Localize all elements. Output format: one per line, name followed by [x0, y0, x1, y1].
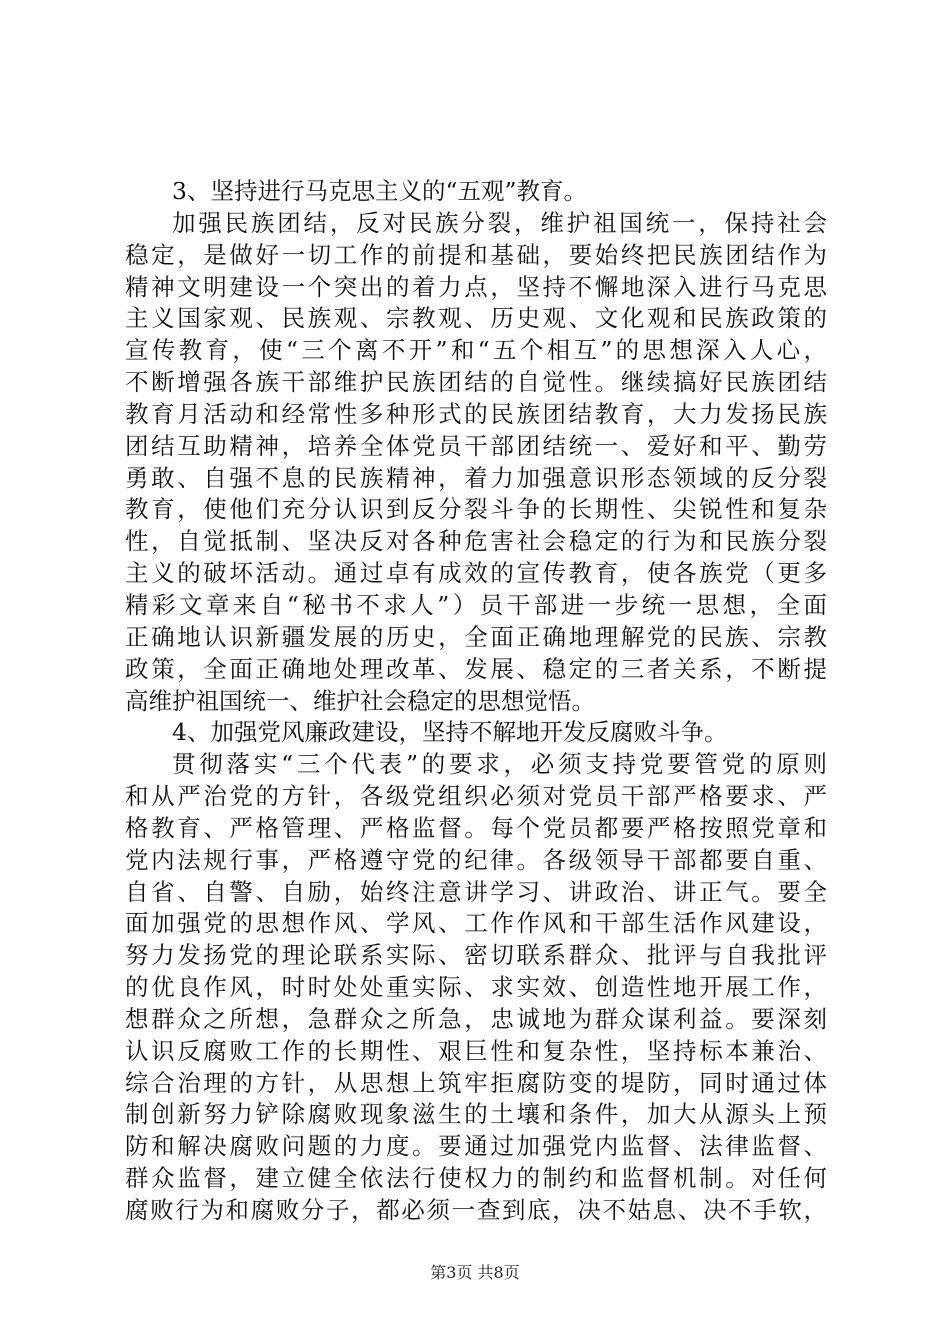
text-line: 防和解决腐败问题的力度。要通过加强党内监督、法律监督、 [125, 1132, 827, 1161]
text-line: 3、坚持进行马克思主义的“五观”教育。 [172, 177, 587, 205]
text-line: 综合治理的方针，从思想上筑牢拒腐防变的堤防，同时通过体 [125, 1068, 827, 1097]
text-line: 正确地认识新疆发展的历史，全面正确地理解党的民族、宗教 [125, 622, 827, 651]
text-line: 群众监督，建立健全依法行使权力的制约和监督机制。对任何 [125, 1164, 827, 1193]
text-line: 努力发扬党的理论联系实际、密切联系群众、批评与自我批评 [125, 941, 827, 970]
text-line: 主义国家观、民族观、宗教观、历史观、文化观和民族政策的 [125, 304, 827, 333]
text-line: 的优良作风，时时处处重实际、求实效、创造性地开展工作， [125, 973, 827, 1002]
text-line: 教育，使他们充分认识到反分裂斗争的长期性、尖锐性和复杂 [125, 495, 827, 524]
text-line: 腐败行为和腐败分子，都必须一查到底，决不姑息、决不手软， [125, 1196, 827, 1224]
text-line: 贯彻落实“三个代表”的要求，必须支持党要管党的原则 [172, 750, 827, 779]
text-line: 自省、自警、自励，始终注意讲学习、讲政治、讲正气。要全 [125, 877, 827, 906]
text-line: 想群众之所想，急群众之所急，忠诚地为群众谋利益。要深刻 [125, 1004, 827, 1033]
text-line: 制创新努力铲除腐败现象滋生的土壤和条件，加大从源头上预 [125, 1100, 827, 1129]
text-line: 教育月活动和经常性多种形式的民族团结教育，大力发扬民族 [125, 399, 827, 428]
text-line: 和从严治党的方针，各级党组织必须对党员干部严格要求、严 [125, 782, 827, 811]
page-footer [0, 1263, 950, 1283]
document-body [125, 176, 827, 1227]
text-line: 精神文明建设一个突出的着力点，坚持不懈地深入进行马克思 [125, 272, 827, 301]
text-line: 精彩文章来自“秘书不求人”）员干部进一步统一思想，全面 [125, 590, 827, 619]
text-line: 加强民族团结，反对民族分裂，维护祖国统一，保持社会 [172, 208, 827, 237]
text-line: 格教育、严格管理、严格监督。每个党员都要严格按照党章和 [125, 813, 827, 842]
text-line: 不断增强各族干部维护民族团结的自觉性。继续搞好民族团结 [125, 368, 827, 397]
text-line: 稳定，是做好一切工作的前提和基础，要始终把民族团结作为 [125, 240, 827, 269]
text-line: 面加强党的思想作风、学风、工作作风和干部生活作风建设， [125, 909, 827, 938]
text-line: 宣传教育，使“三个离不开”和“五个相互”的思想深入人心， [125, 336, 827, 365]
text-line: 高维护祖国统一、维护社会稳定的思想觉悟。 [125, 686, 595, 715]
text-line: 性，自觉抵制、坚决反对各种危害社会稳定的行为和民族分裂 [125, 527, 827, 556]
text-line: 团结互助精神，培养全体党员干部团结统一、爱好和平、勤劳 [125, 431, 827, 460]
text-line: 4、加强党风廉政建设，坚持不解地开发反腐败斗争。 [172, 718, 728, 747]
page-number-label: 第3页 共8页 [430, 1263, 520, 1282]
text-line: 勇敢、自强不息的民族精神，着力加强意识形态领域的反分裂 [125, 463, 827, 492]
text-line: 主义的破坏活动。通过卓有成效的宣传教育，使各族党（更多 [125, 559, 827, 588]
text-line: 认识反腐败工作的长期性、艰巨性和复杂性，坚持标本兼治、 [125, 1036, 827, 1065]
text-line: 党内法规行事，严格遵守党的纪律。各级领导干部都要自重、 [125, 845, 827, 874]
text-line: 政策，全面正确地处理改革、发展、稳定的三者关系，不断提 [125, 654, 827, 683]
